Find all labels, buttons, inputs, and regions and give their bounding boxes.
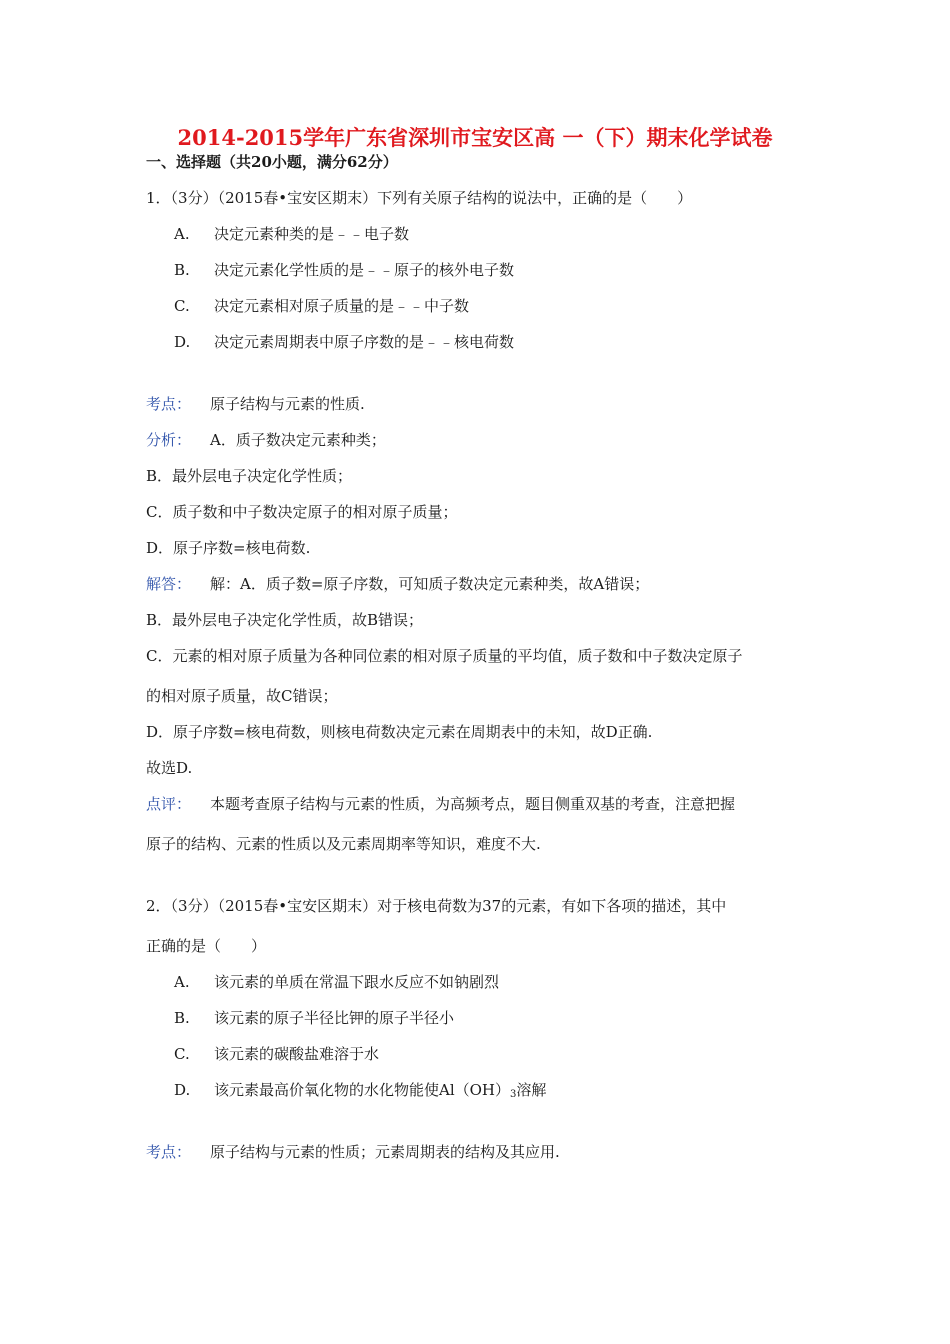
q2-option-b[interactable] bbox=[174, 1008, 454, 1028]
document-title: 2014-2015学年广东省深圳市宝安区高 一（下）期末化学试卷 bbox=[177, 125, 773, 150]
q2-kaodian bbox=[146, 1142, 560, 1162]
option-letter: A. bbox=[174, 225, 190, 243]
q1-jieda bbox=[146, 574, 649, 594]
jieda-line: B．最外层电子决定化学性质，故B错误； bbox=[146, 611, 424, 629]
option-letter: A. bbox=[174, 973, 190, 991]
kaodian-label: 考点： bbox=[146, 1143, 192, 1161]
jieda-line: D．原子序数=核电荷数，则核电荷数决定元素在周期表中的未知，故D正确. bbox=[146, 723, 653, 741]
kaodian-text: 原子结构与元素的性质；元素周期表的结构及其应用. bbox=[210, 1143, 560, 1161]
option-letter: C. bbox=[174, 1045, 190, 1063]
jieda-line: 故选D. bbox=[146, 759, 193, 777]
q1-stem: 1．（3分）（2015春•宝安区期末）下列有关原子结构的说法中，正确的是（ ） bbox=[146, 189, 693, 207]
kaodian-text: 原子结构与元素的性质. bbox=[210, 395, 365, 413]
q1-dianping bbox=[146, 794, 735, 814]
q1-fenxi bbox=[146, 430, 386, 450]
option-letter: D. bbox=[174, 1081, 191, 1099]
option-letter: D. bbox=[174, 333, 191, 351]
q2-stem: 正确的是（ ） bbox=[146, 937, 267, 955]
jieda-line: C．元素的相对原子质量为各种同位素的相对原子质量的平均值，质子数和中子数决定原子 bbox=[146, 647, 743, 665]
fenxi-line: B．最外层电子决定化学性质； bbox=[146, 467, 353, 485]
q2-option-d[interactable] bbox=[174, 1080, 546, 1105]
q1-option-d[interactable] bbox=[174, 332, 514, 352]
option-text: 该元素的碳酸盐难溶于水 bbox=[214, 1045, 380, 1063]
q1-option-a[interactable] bbox=[174, 224, 409, 244]
jieda-line: 的相对原子质量，故C错误； bbox=[146, 687, 338, 705]
option-text: 决定元素周期表中原子序数的是﹣﹣核电荷数 bbox=[214, 333, 515, 351]
option-text: 决定元素相对原子质量的是﹣﹣中子数 bbox=[214, 297, 470, 315]
q2-option-a[interactable] bbox=[174, 972, 499, 992]
q2-stem: 2．（3分）（2015春•宝安区期末）对于核电荷数为37的元素，有如下各项的描述，其中 bbox=[146, 897, 727, 915]
fenxi-label: 分析： bbox=[146, 431, 192, 449]
option-letter: B. bbox=[174, 261, 190, 279]
jieda-line: 解：A．质子数=原子序数，可知质子数决定元素种类，故A错误； bbox=[210, 575, 650, 593]
subscript: 3 bbox=[510, 1089, 517, 1100]
fenxi-line: A．质子数决定元素种类； bbox=[210, 431, 386, 449]
q2-option-c[interactable] bbox=[174, 1044, 379, 1064]
dianping-label: 点评： bbox=[146, 795, 192, 813]
dianping-line: 本题考查原子结构与元素的性质，为高频考点，题目侧重双基的考查，注意把握 bbox=[210, 795, 736, 813]
fenxi-line: C．质子数和中子数决定原子的相对原子质量； bbox=[146, 503, 458, 521]
q1-option-c[interactable] bbox=[174, 296, 469, 316]
option-text: 决定元素化学性质的是﹣﹣原子的核外电子数 bbox=[214, 261, 515, 279]
section-heading: 一、选择题（共20小题，满分62分） bbox=[146, 153, 398, 171]
option-letter: C. bbox=[174, 297, 190, 315]
kaodian-label: 考点： bbox=[146, 395, 192, 413]
option-text: 该元素最高价氧化物的水化物能使Al（OH） bbox=[214, 1081, 511, 1099]
q1-kaodian bbox=[146, 394, 365, 414]
option-text-tail: 溶解 bbox=[516, 1081, 547, 1099]
option-letter: B. bbox=[174, 1009, 190, 1027]
dianping-line: 原子的结构、元素的性质以及元素周期率等知识，难度不大. bbox=[146, 835, 541, 853]
option-text: 该元素的单质在常温下跟水反应不如钠剧烈 bbox=[214, 973, 500, 991]
option-text: 决定元素种类的是﹣﹣电子数 bbox=[214, 225, 410, 243]
jieda-label: 解答： bbox=[146, 575, 192, 593]
q1-option-b[interactable] bbox=[174, 260, 514, 280]
fenxi-line: D．原子序数=核电荷数. bbox=[146, 539, 311, 557]
option-text: 该元素的原子半径比钾的原子半径小 bbox=[214, 1009, 455, 1027]
